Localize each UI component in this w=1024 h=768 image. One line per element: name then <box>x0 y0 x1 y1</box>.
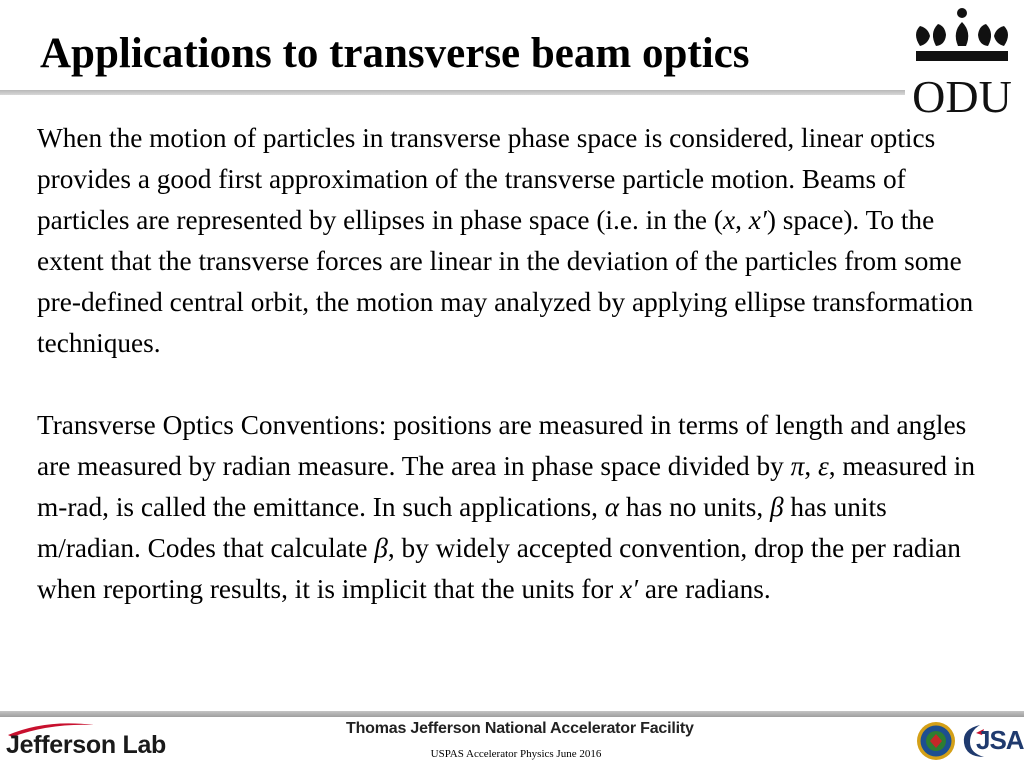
footer-divider <box>0 711 1024 717</box>
slide-body <box>37 118 997 610</box>
jefferson-lab-text: Jefferson Lab <box>6 731 167 759</box>
jefferson-lab-logo <box>6 721 166 761</box>
doe-seal-icon <box>916 721 956 761</box>
title-divider <box>0 90 905 95</box>
facility-name: Thomas Jefferson National Accelerator Facility <box>346 720 694 737</box>
paragraph-intro: When the motion of particles in transverse phase space is considered, linear optics provides a good first approximation of the transverse particle motion. Beams of particles are represented by ellipses in phase space (i.e. in the (x, x′) space). To the extent that the transverse forces are linear in the deviation of the particles from some pre-defined central orbit, the motion may analyzed by applying ellipse transformation techniques. <box>37 123 974 358</box>
odu-logo <box>906 4 1018 118</box>
odu-crown-icon <box>906 4 1018 118</box>
jsa-text: JSA <box>976 725 1024 755</box>
paragraph-conventions: Transverse Optics Conventions: positions are measured in terms of length and angles are measured by radian measure. The area in phase space divided by π, ε, measured in m-rad, is called the emittance. In such applications, α has no units, β has units m/radian. Codes that calculate β, by widely accepted convention, drop the per radian when reporting results, it is implicit that the units for x′ are radians. <box>37 410 976 604</box>
slide-title: Applications to transverse beam optics <box>40 30 750 77</box>
course-footnote: USPAS Accelerator Physics June 2016 <box>430 748 602 760</box>
odu-logo-text: ODU <box>912 71 1012 118</box>
jsa-logo <box>960 719 1024 763</box>
